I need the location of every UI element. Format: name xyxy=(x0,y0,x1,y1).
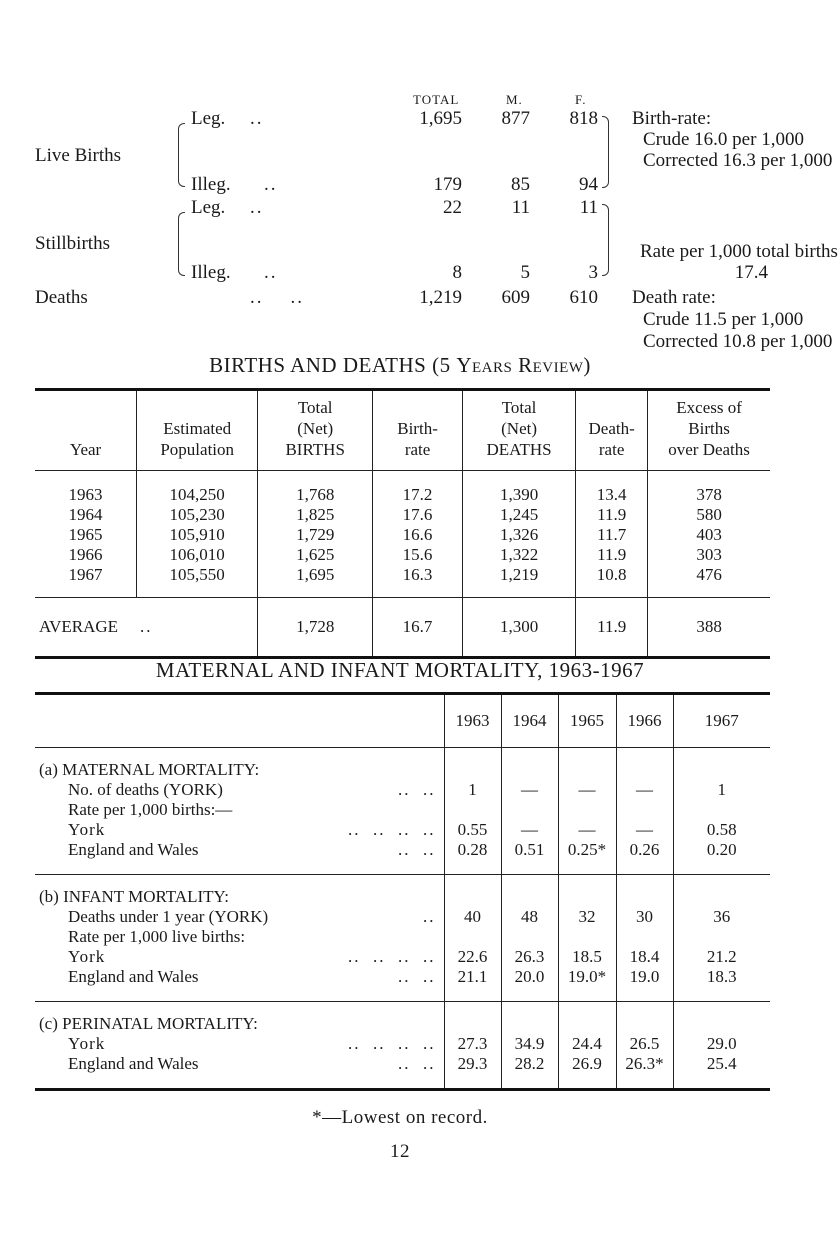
live-leg-total: 1,695 xyxy=(419,108,462,129)
birth-rate-title: Birth-rate: xyxy=(632,108,712,129)
col-header-excess: Excess of Births over Deaths xyxy=(648,390,770,471)
col-header-deaths: Total (Net) DEATHS xyxy=(463,390,576,471)
still-leg-f: 11 xyxy=(579,197,598,218)
death-rate-crude: Crude 11.5 per 1,000 xyxy=(643,309,804,330)
table-row: 1965 105,910 1,729 16.6 1,326 11.7 403 xyxy=(35,525,770,545)
col-header-1967: 1967 xyxy=(673,694,770,748)
page-number: 12 xyxy=(390,1141,410,1162)
col-header-births: Total (Net) BIRTHS xyxy=(258,390,373,471)
birth-rate-crude: Crude 16.0 per 1,000 xyxy=(643,129,804,150)
live-illeg-m: 85 xyxy=(511,174,530,195)
col-header-birth-rate: Birth- rate xyxy=(373,390,463,471)
brace-right xyxy=(602,116,609,188)
table-row: 1963 104,250 1,768 17.2 1,390 13.4 378 xyxy=(35,471,770,506)
stillbirth-rate-title: Rate per 1,000 total births xyxy=(640,241,838,262)
live-leg-label: Leg. xyxy=(191,108,226,129)
col-header-1966: 1966 xyxy=(616,694,673,748)
table-row: 1967 105,550 1,695 16.3 1,219 10.8 476 xyxy=(35,565,770,598)
section-heading: (a) MATERNAL MORTALITY: xyxy=(39,760,260,779)
average-label: AVERAGE xyxy=(39,617,119,636)
col-total: TOTAL xyxy=(413,92,460,107)
section-infant: (b) INFANT MORTALITY: Deaths under 1 year (YORK) .. Rate per 1,000 live births: York .. .. .. .. England and Wales .. .. 40 22.6 21.1 48 26.3 20.0 32 18.5 19.0* 30 18.4 19.0 36 21.2 18.3 xyxy=(35,875,770,1002)
death-rate-title: Death rate: xyxy=(632,287,716,308)
still-leg-m: 11 xyxy=(511,197,530,218)
table-row: 1964 105,230 1,825 17.6 1,245 11.9 580 xyxy=(35,505,770,525)
live-births-label: Live Births xyxy=(35,145,122,166)
live-leg-m: 877 xyxy=(501,108,530,129)
col-header-year: Year xyxy=(69,440,102,459)
still-leg-total: 22 xyxy=(443,197,462,218)
table-header-row xyxy=(35,694,770,748)
section-heading: (b) INFANT MORTALITY: xyxy=(39,887,229,906)
col-m: M. xyxy=(506,92,523,107)
still-illeg-label: Illeg. xyxy=(191,262,231,283)
births-deaths-title: BIRTHS AND DEATHS (5 Years Review) xyxy=(209,353,591,377)
deaths-m: 609 xyxy=(501,287,530,308)
col-header-population: Estimated Population xyxy=(137,390,258,471)
table-row: 1966 106,010 1,625 15.6 1,322 11.9 303 xyxy=(35,545,770,565)
table-header-row xyxy=(35,390,770,471)
col-header-death-rate: Death- rate xyxy=(576,390,648,471)
live-leg-f: 818 xyxy=(569,108,598,129)
stillbirths-label: Stillbirths xyxy=(35,233,110,254)
birth-rate-corrected: Corrected 16.3 per 1,000 xyxy=(643,150,833,171)
births-deaths-table xyxy=(35,388,770,659)
section-maternal: (a) MATERNAL MORTALITY: No. of deaths (YORK) .. .. Rate per 1,000 births:— York .. .. .. .. England and Wales .. .. 1 0.55 0.28 — — 0.51 — — 0.25* — — 0.26 1 0.58 0.20 xyxy=(35,748,770,875)
average-row: AVERAGE .. 1,728 16.7 1,300 11.9 388 xyxy=(35,598,770,658)
col-header-1964: 1964 xyxy=(501,694,558,748)
live-illeg-total: 179 xyxy=(433,174,462,195)
still-leg-label: Leg. xyxy=(191,197,226,218)
section-heading: (c) PERINATAL MORTALITY: xyxy=(39,1014,258,1033)
col-header-1963: 1963 xyxy=(444,694,501,748)
death-rate-corrected: Corrected 10.8 per 1,000 xyxy=(643,331,833,352)
live-illeg-label: Illeg. xyxy=(191,174,231,195)
still-illeg-m: 5 xyxy=(520,262,530,283)
still-illeg-f: 3 xyxy=(588,262,598,283)
deaths-f: 610 xyxy=(569,287,598,308)
brace-left xyxy=(178,123,185,187)
brace-left xyxy=(178,212,185,276)
brace-right xyxy=(602,204,609,276)
col-header-1965: 1965 xyxy=(558,694,616,748)
still-illeg-total: 8 xyxy=(452,262,462,283)
maternal-infant-title: MATERNAL AND INFANT MORTALITY, 1963-1967 xyxy=(155,658,645,682)
col-f: F. xyxy=(575,92,587,107)
deaths-label: Deaths xyxy=(35,287,88,308)
live-illeg-f: 94 xyxy=(579,174,598,195)
deaths-total: 1,219 xyxy=(419,287,462,308)
section-perinatal: (c) PERINATAL MORTALITY: York .. .. .. .. England and Wales .. .. 27.3 29.3 34.9 28.2 24.4 26.9 26.5 26.3* 29.0 25.4 xyxy=(35,1002,770,1090)
footnote: *—Lowest on record. xyxy=(312,1107,488,1128)
stillbirth-rate-value: 17.4 xyxy=(734,262,768,283)
maternal-infant-table xyxy=(35,692,770,1091)
